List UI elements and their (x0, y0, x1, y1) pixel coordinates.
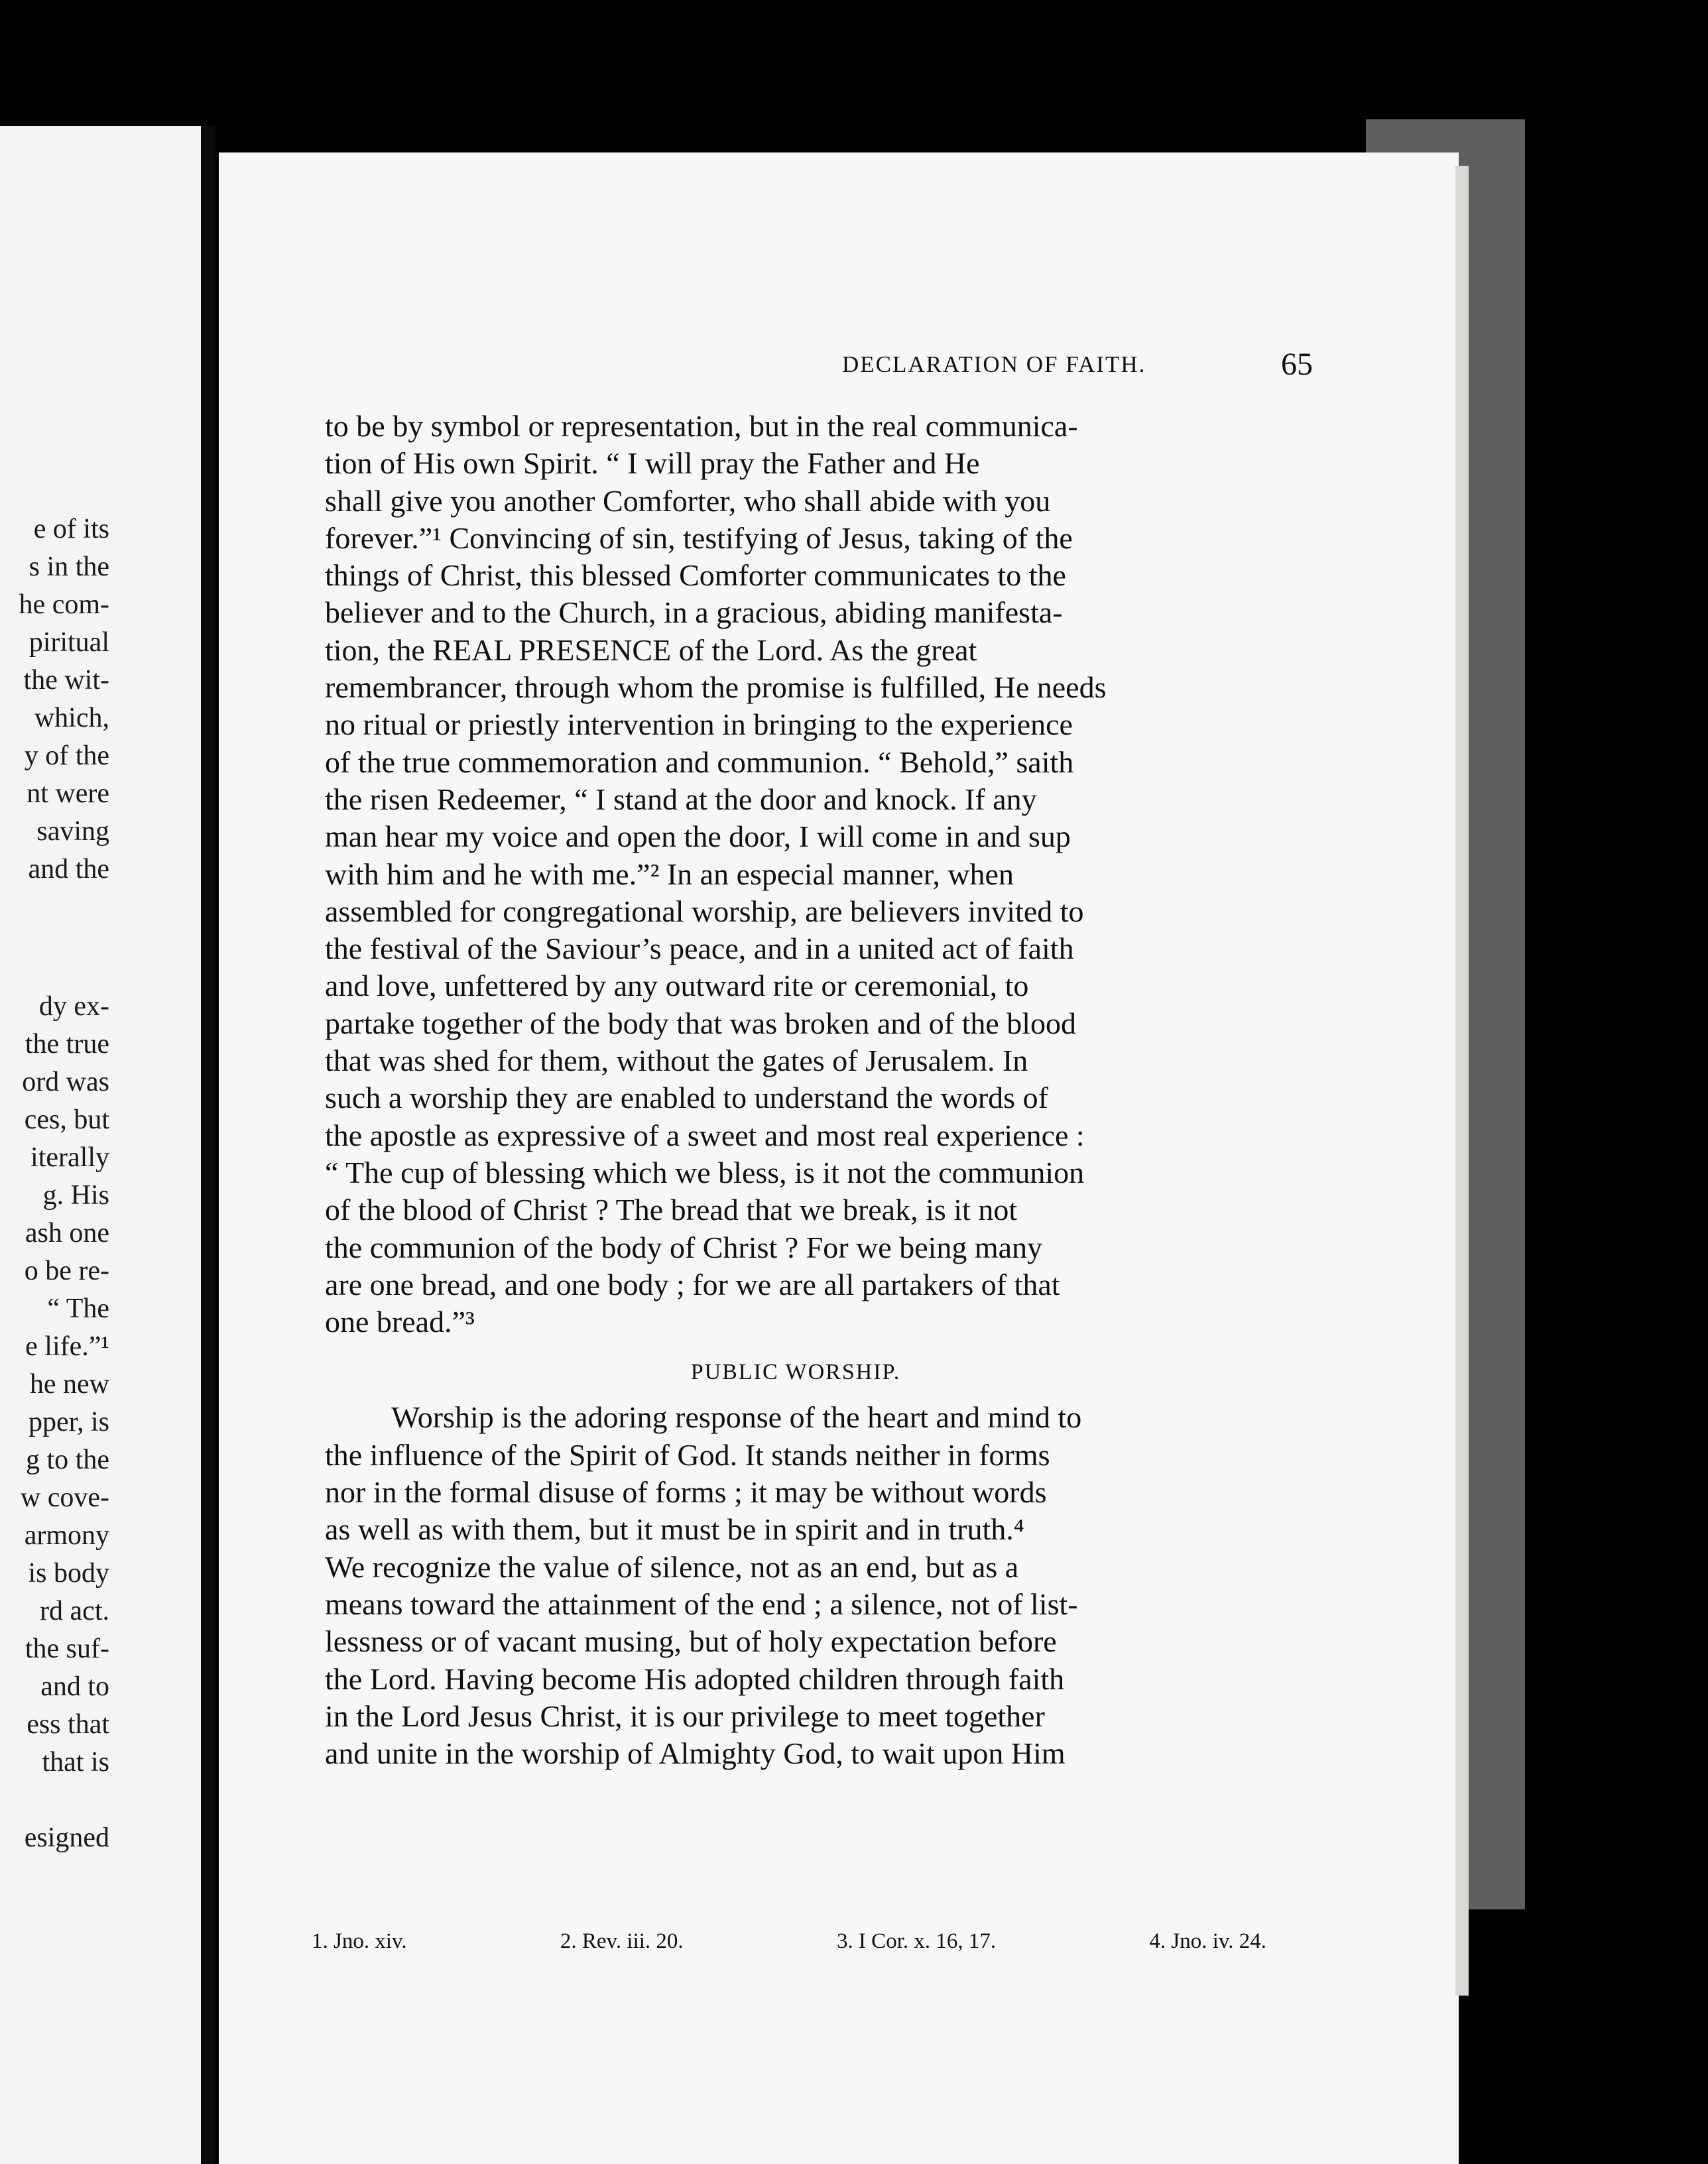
left-line: e of its (33, 514, 109, 544)
left-line: pper, is (29, 1407, 109, 1437)
left-line: is body (28, 1558, 109, 1589)
running-title: DECLARATION OF FAITH. (842, 351, 1146, 377)
text-line: Worship is the adoring response of the heart and mind to (391, 1400, 1082, 1435)
text-line: such a worship they are enabled to understand the words of (325, 1081, 1048, 1115)
left-line: and the (28, 854, 109, 884)
text-line: the influence of the Spirit of God. It stands neither in forms (325, 1437, 1050, 1472)
footnotes (312, 1929, 1266, 1954)
text-line: shall give you another Comforter, who shall abide with you (325, 483, 1051, 518)
text-line: things of Christ, this blessed Comforter communicates to the (325, 558, 1066, 593)
left-line: the true (25, 1029, 109, 1059)
footnote-3: 3. I Cor. x. 16, 17. (836, 1929, 997, 1953)
text-line: assembled for congregational worship, are believers invited to (325, 894, 1084, 928)
left-block-2 (19, 988, 109, 1781)
text-line: partake together of the body that was broken and of the blood (325, 1006, 1077, 1040)
text-line: and love, unfettered by any outward rite or ceremonial, to (325, 969, 1029, 1003)
text-line: are one bread, and one body ; for we are all partakers of that (325, 1267, 1060, 1301)
left-line: the suf- (25, 1634, 109, 1664)
text-line: the apostle as expressive of a sweet and most real experience : (325, 1118, 1085, 1152)
left-line: saving (36, 816, 109, 847)
text-line: forever.”¹ Convincing of sin, testifying of Jesus, taking of the (325, 520, 1073, 555)
left-line: armony (24, 1520, 109, 1551)
page-edge (1455, 166, 1469, 1996)
text-line: “ The cup of blessing which we bless, is it not the communion (325, 1155, 1085, 1189)
left-line: ord was (22, 1067, 109, 1097)
left-page (0, 126, 209, 2164)
paragraph-2 (325, 1399, 1266, 1772)
text-line: tion, the REAL PRESENCE of the Lord. As the great (325, 632, 977, 667)
text-line: of the true commemoration and communion. “ Behold,” saith (325, 745, 1074, 779)
text-line: means toward the attainment of the end ; a silence, not of list- (325, 1587, 1078, 1621)
text-line: as well as with them, but it must be in spirit and in truth.⁴ (325, 1512, 1024, 1547)
left-line: ash one (25, 1218, 109, 1248)
left-line: o be re- (24, 1256, 109, 1286)
page-body (325, 408, 1266, 1772)
left-line: piritual (29, 627, 109, 658)
left-line: esigned (24, 1823, 109, 1853)
left-block-1 (19, 511, 109, 888)
text-line: to be by symbol or representation, but in the real communica- (325, 409, 1078, 443)
left-line: g to the (26, 1445, 109, 1475)
left-line: rd act. (40, 1596, 109, 1626)
left-line: iterally (30, 1142, 109, 1173)
section-heading: PUBLIC WORSHIP. (690, 1360, 901, 1385)
book-gutter (201, 126, 215, 2164)
footnote-2: 2. Rev. iii. 20. (560, 1929, 684, 1953)
left-line: y of the (24, 741, 109, 771)
left-page-text (19, 511, 109, 1857)
left-line: nt were (27, 778, 109, 809)
text-line: nor in the formal disuse of forms ; it may be without words (325, 1475, 1047, 1510)
text-line: remembrancer, through whom the promise is fulfilled, He needs (325, 670, 1107, 705)
page-number: 65 (1281, 347, 1313, 382)
text-line: the festival of the Saviour’s peace, and in a united act of faith (325, 932, 1074, 966)
text-line: lessness or of vacant musing, but of holy expectation before (325, 1624, 1057, 1659)
footnote-4: 4. Jno. iv. 24. (1149, 1929, 1266, 1953)
left-line: which, (34, 703, 109, 733)
left-line: he com- (19, 589, 109, 620)
paragraph-1 (325, 408, 1266, 1341)
text-line: and unite in the worship of Almighty God, to wait upon Him (325, 1736, 1066, 1771)
left-line: dy ex- (38, 991, 109, 1022)
left-line: he new (29, 1369, 109, 1400)
left-line: e life.”¹ (25, 1331, 109, 1362)
right-page (219, 152, 1459, 2164)
text-line: We recognize the value of silence, not as an end, but as a (325, 1549, 1019, 1584)
text-line: in the Lord Jesus Christ, it is our privilege to meet together (325, 1699, 1045, 1733)
footnote-1: 1. Jno. xiv. (312, 1929, 407, 1953)
text-line: one bread.”³ (325, 1305, 475, 1339)
left-block-3 (19, 1819, 109, 1857)
left-line: and to (40, 1671, 109, 1702)
text-line: the risen Redeemer, “ I stand at the door and knock. If any (325, 782, 1037, 816)
left-line: g. His (42, 1180, 109, 1211)
left-line: s in the (29, 552, 109, 582)
left-line: the wit- (23, 665, 109, 695)
text-line: the communion of the body of Christ ? For we being many (325, 1230, 1043, 1264)
text-line: no ritual or priestly intervention in bringing to the experience (325, 707, 1073, 742)
left-line: that is (42, 1747, 109, 1777)
text-line: of the blood of Christ ? The bread that we break, is it not (325, 1193, 1018, 1227)
left-line: “ The (47, 1293, 109, 1324)
text-line: the Lord. Having become His adopted children through faith (325, 1661, 1065, 1696)
text-line: man hear my voice and open the door, I will come in and sup (325, 819, 1071, 854)
text-line: believer and to the Church, in a gracious, abiding manifesta- (325, 595, 1063, 630)
text-line: that was shed for them, without the gates of Jerusalem. In (325, 1044, 1028, 1078)
left-line: w cove- (20, 1482, 109, 1513)
text-line: with him and he with me.”² In an especial manner, when (325, 857, 1014, 891)
left-line: ess that (27, 1709, 109, 1740)
text-line: tion of His own Spirit. “ I will pray the Father and He (325, 446, 980, 481)
left-line: ces, but (24, 1105, 109, 1135)
